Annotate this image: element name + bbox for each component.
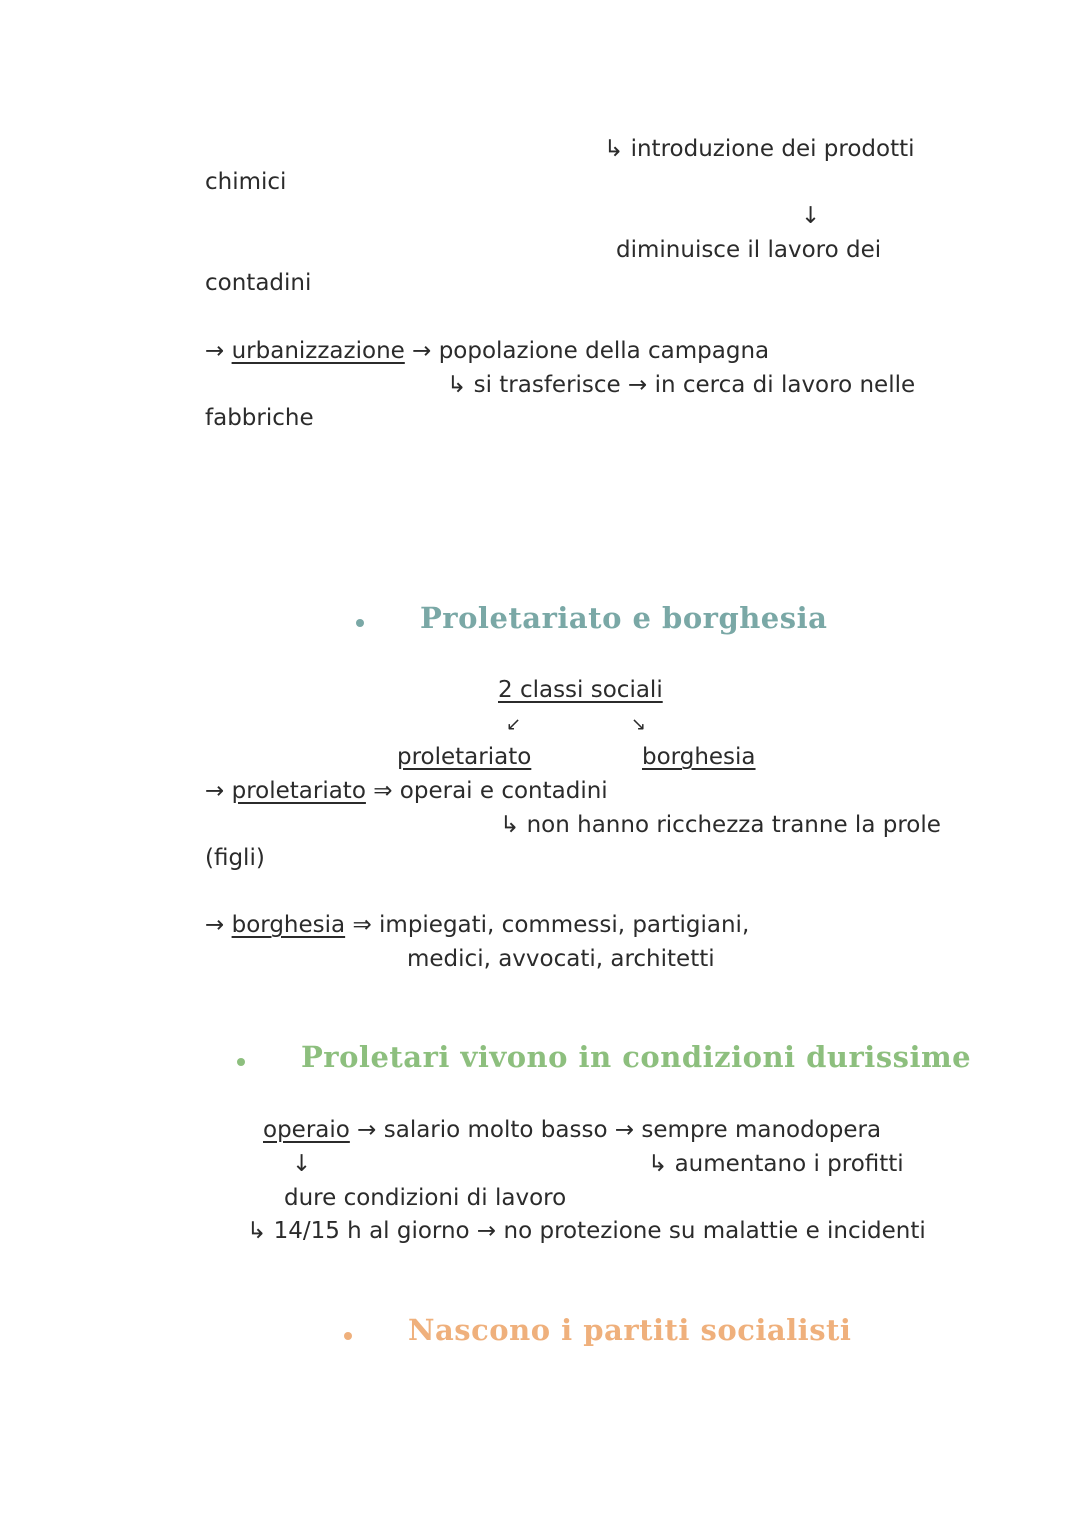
term-borghesia: borghesia bbox=[231, 912, 346, 938]
note-line: contadini bbox=[205, 270, 312, 296]
note-line: ↳ aumentano i profitti bbox=[648, 1151, 904, 1177]
arrow-left: ↙ bbox=[506, 714, 522, 735]
arrow: → bbox=[205, 778, 225, 804]
note-line: (figli) bbox=[205, 845, 265, 871]
note-text: ⇒ impiegati, commessi, partigiani, bbox=[352, 912, 750, 938]
class-proletariato: proletariato bbox=[397, 744, 532, 770]
note-line: ↳ non hanno ricchezza tranne la prole bbox=[500, 812, 941, 838]
note-line: chimici bbox=[205, 169, 287, 195]
note-line: diminuisce il lavoro dei bbox=[616, 237, 882, 263]
note-line: fabbriche bbox=[205, 405, 314, 431]
class-borghesia: borghesia bbox=[642, 744, 756, 770]
term-operaio: operaio bbox=[263, 1117, 350, 1143]
bullet-dot bbox=[237, 1058, 245, 1066]
diagram-title: 2 classi sociali bbox=[498, 677, 663, 703]
note-line: medici, avvocati, architetti bbox=[407, 946, 715, 972]
term-proletariato: proletariato bbox=[231, 778, 366, 804]
down-arrow: ↓ bbox=[292, 1151, 312, 1177]
borghesia-line bbox=[205, 910, 749, 940]
heading-proletariato-borghesia: Proletariato e borghesia bbox=[420, 601, 828, 635]
note-line: ↳ 14/15 h al giorno → no protezione su malattie e incidenti bbox=[247, 1218, 926, 1244]
note-line: dure condizioni di lavoro bbox=[284, 1185, 567, 1211]
operaio-line bbox=[263, 1115, 881, 1145]
proletariato-line bbox=[205, 776, 608, 806]
note-text: → salario molto basso → sempre manodopera bbox=[357, 1117, 882, 1143]
heading-proletari-condizioni: Proletari vivono in condizioni durissime bbox=[301, 1040, 972, 1074]
urbanization-line bbox=[205, 336, 769, 366]
note-text: ⇒ operai e contadini bbox=[373, 778, 608, 804]
term-urbanizzazione: urbanizzazione bbox=[231, 338, 405, 364]
arrow: → bbox=[205, 338, 225, 364]
arrow-right: ↘ bbox=[631, 714, 647, 735]
note-text: → popolazione della campagna bbox=[412, 338, 770, 364]
down-arrow: ↓ bbox=[801, 203, 821, 229]
arrow: → bbox=[205, 912, 225, 938]
note-line: ↳ si trasferisce → in cerca di lavoro nelle bbox=[447, 372, 916, 398]
bullet-dot bbox=[344, 1332, 352, 1340]
heading-partiti-socialisti: Nascono i partiti socialisti bbox=[408, 1313, 852, 1347]
bullet-dot bbox=[356, 619, 364, 627]
note-line: ↳ introduzione dei prodotti bbox=[604, 136, 915, 162]
